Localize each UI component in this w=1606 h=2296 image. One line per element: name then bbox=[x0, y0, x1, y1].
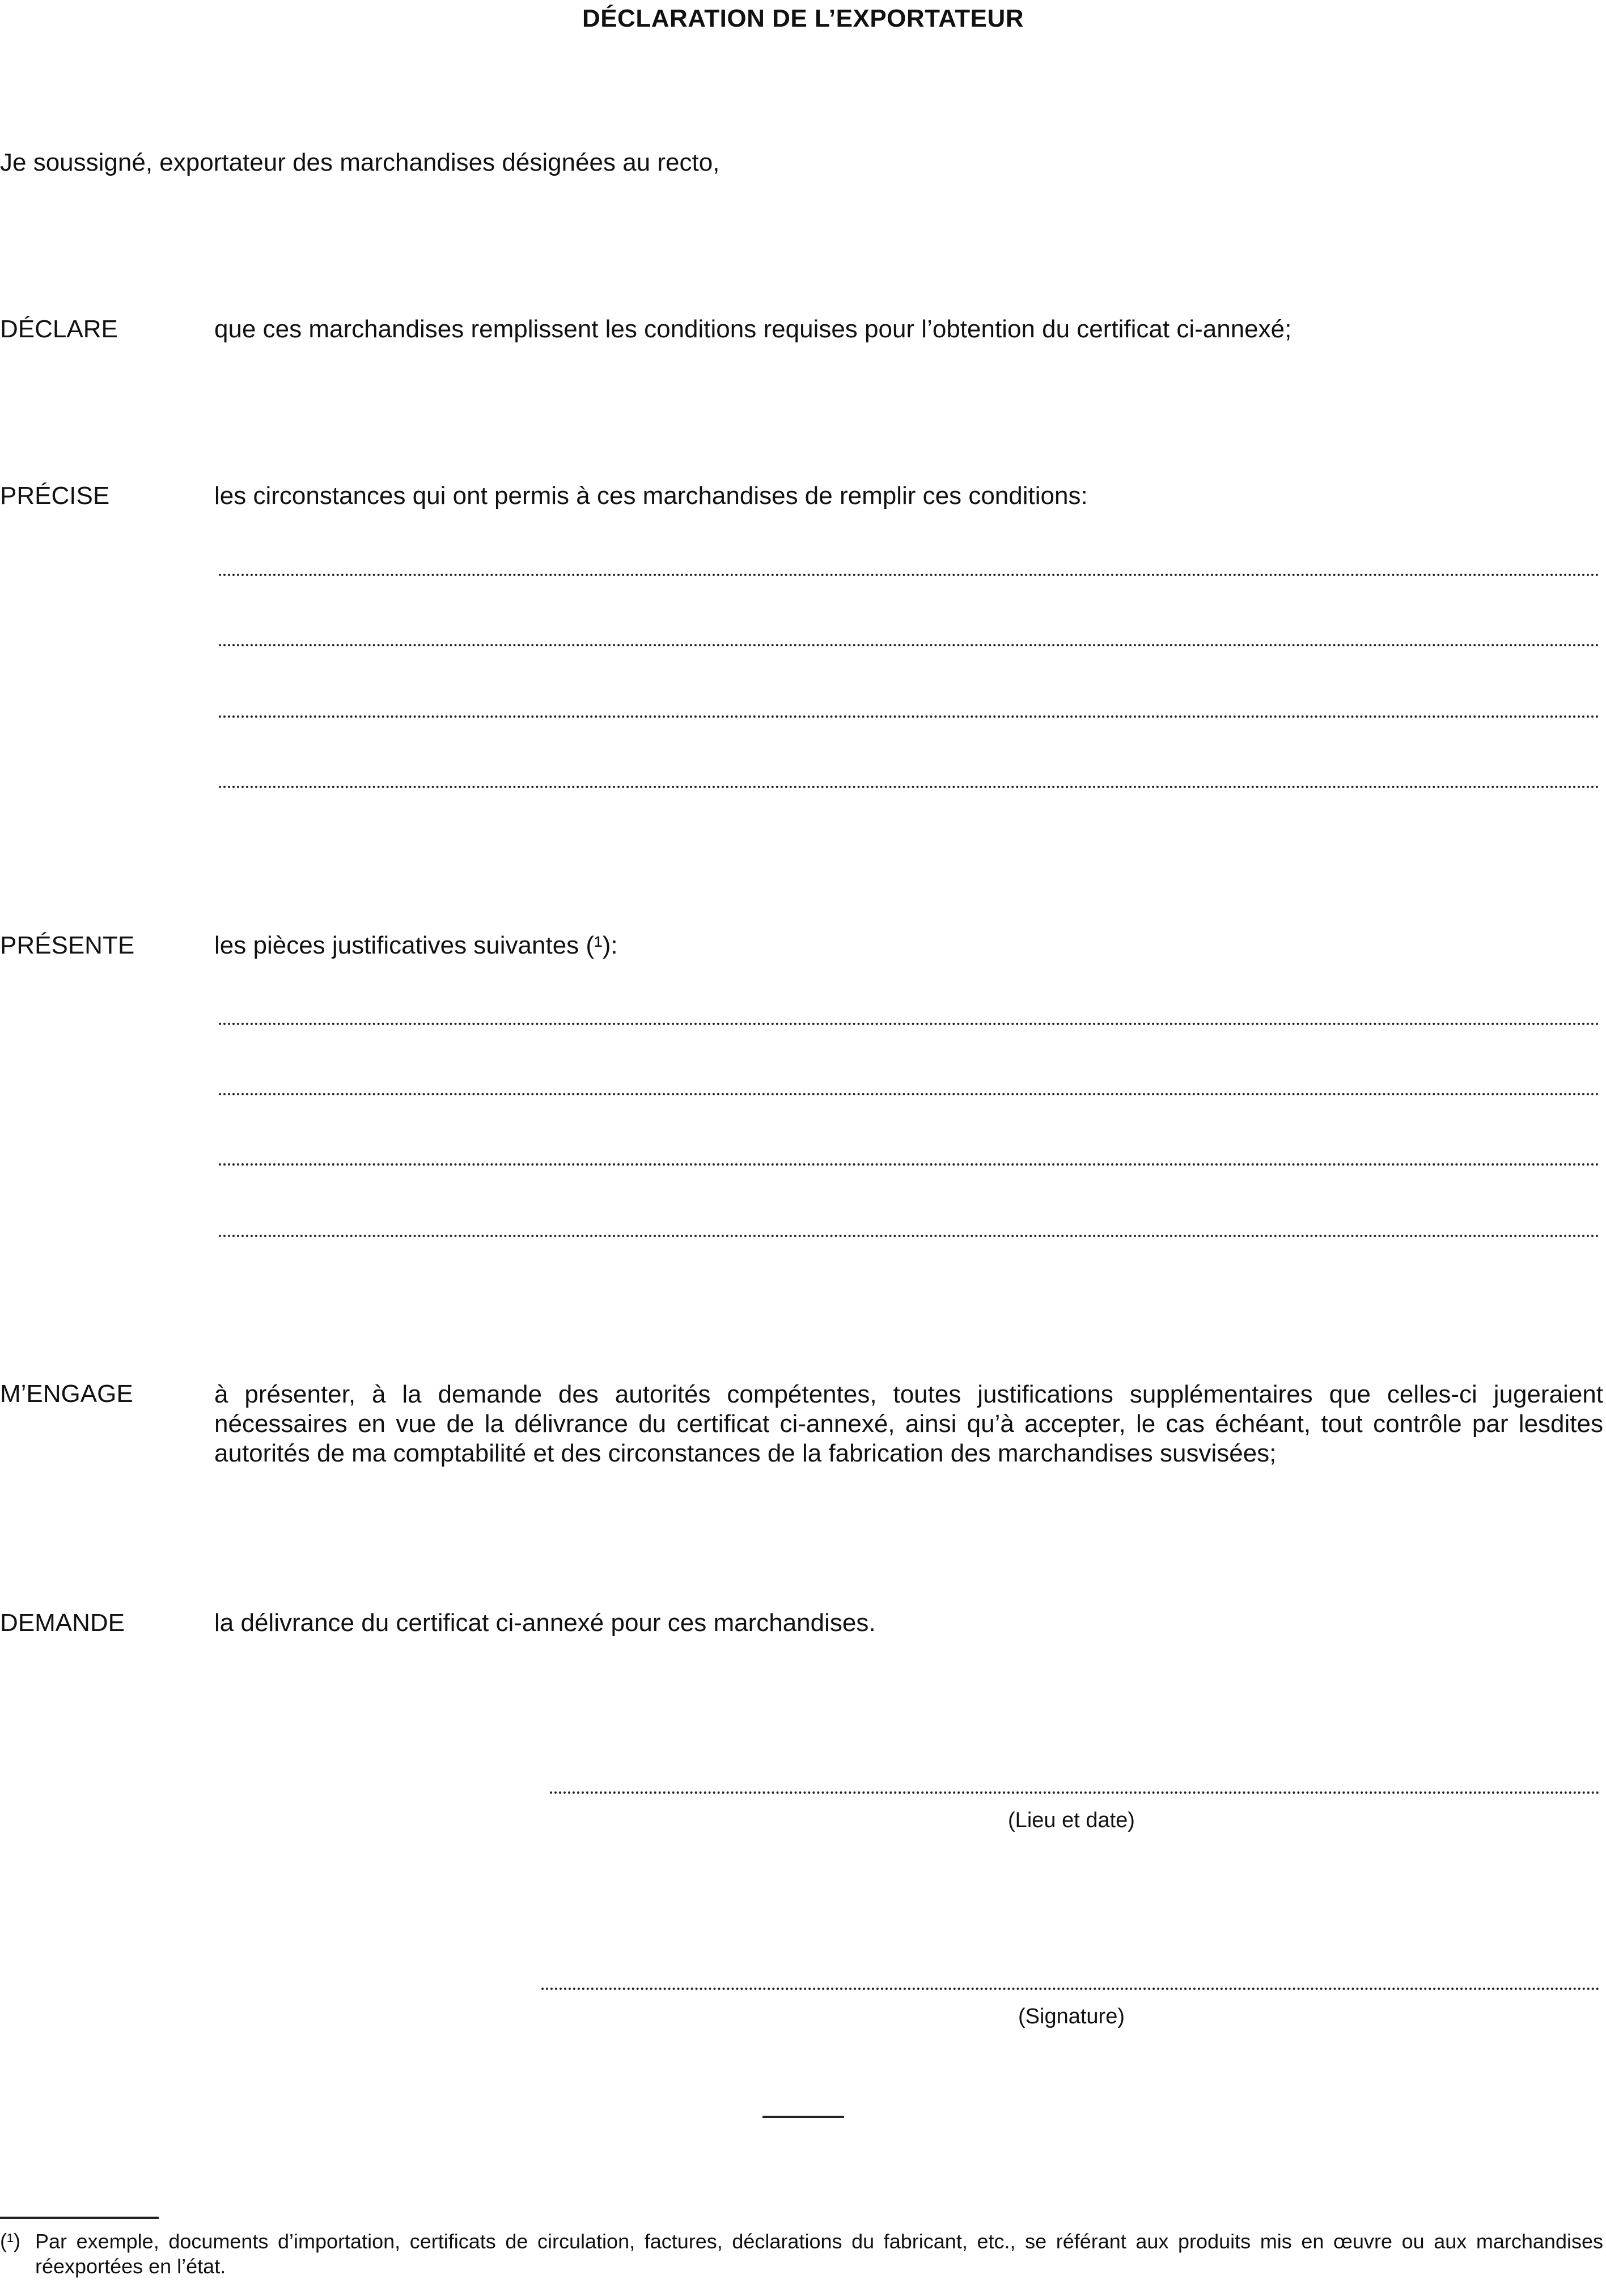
precise-text: les circonstances qui ont permis à ces marchandises de remplir ces conditions: bbox=[214, 482, 1088, 510]
demande-text: la délivrance du certificat ci-annexé pour ces marchandises. bbox=[214, 1609, 876, 1637]
presente-fill-line-3[interactable] bbox=[219, 1163, 1600, 1166]
precise-fill-line-4[interactable] bbox=[219, 786, 1600, 788]
precise-fill-line-1[interactable] bbox=[219, 574, 1600, 576]
presente-text: les pièces justificatives suivantes (¹): bbox=[214, 931, 618, 959]
demande-label: DEMANDE bbox=[0, 1609, 125, 1637]
presente-fill-line-2[interactable] bbox=[219, 1093, 1600, 1095]
presente-label: PRÉSENTE bbox=[0, 931, 135, 959]
document-title: DÉCLARATION DE L’EXPORTATEUR bbox=[582, 5, 1024, 32]
declare-text: que ces marchandises remplissent les conditions requises pour l’obtention du certificat ci-annexé; bbox=[214, 315, 1292, 343]
footnote-marker: (¹) bbox=[0, 2229, 20, 2252]
engage-label: M’ENGAGE bbox=[0, 1380, 133, 1408]
presente-fill-line-1[interactable] bbox=[219, 1023, 1600, 1025]
signature-caption: (Signature) bbox=[1018, 2005, 1125, 2028]
precise-label: PRÉCISE bbox=[0, 482, 110, 510]
engage-text: à présenter, à la demande des autorités compétentes, toutes justifications supplémentaires que celles-ci jugeraient nécessaires en vue de la délivrance du certificat ci-annexé, ainsi qu’à accepter, le cas échéant, tout contrôle par lesdites autorités de ma comptabilité et des circonstances de la fabrication des marchandises susvisées; bbox=[214, 1380, 1603, 1467]
footnote-rule bbox=[0, 2217, 159, 2219]
precise-fill-line-3[interactable] bbox=[219, 715, 1600, 718]
footnote-text: Par exemple, documents d’importation, certificats de circulation, factures, déclarations du fabricant, etc., se référant aux produits mis en œuvre ou aux marchandises réexportées en l’état. bbox=[35, 2230, 1603, 2278]
signature-fill-line[interactable] bbox=[541, 1988, 1600, 1990]
section-separator bbox=[762, 2116, 844, 2118]
place-date-caption: (Lieu et date) bbox=[1008, 1808, 1135, 1832]
intro-statement: Je soussigné, exportateur des marchandises désignées au recto, bbox=[0, 149, 720, 176]
precise-fill-line-2[interactable] bbox=[219, 644, 1600, 646]
declare-label: DÉCLARE bbox=[0, 315, 118, 343]
place-date-fill-line[interactable] bbox=[550, 1791, 1600, 1794]
presente-fill-line-4[interactable] bbox=[219, 1235, 1600, 1237]
